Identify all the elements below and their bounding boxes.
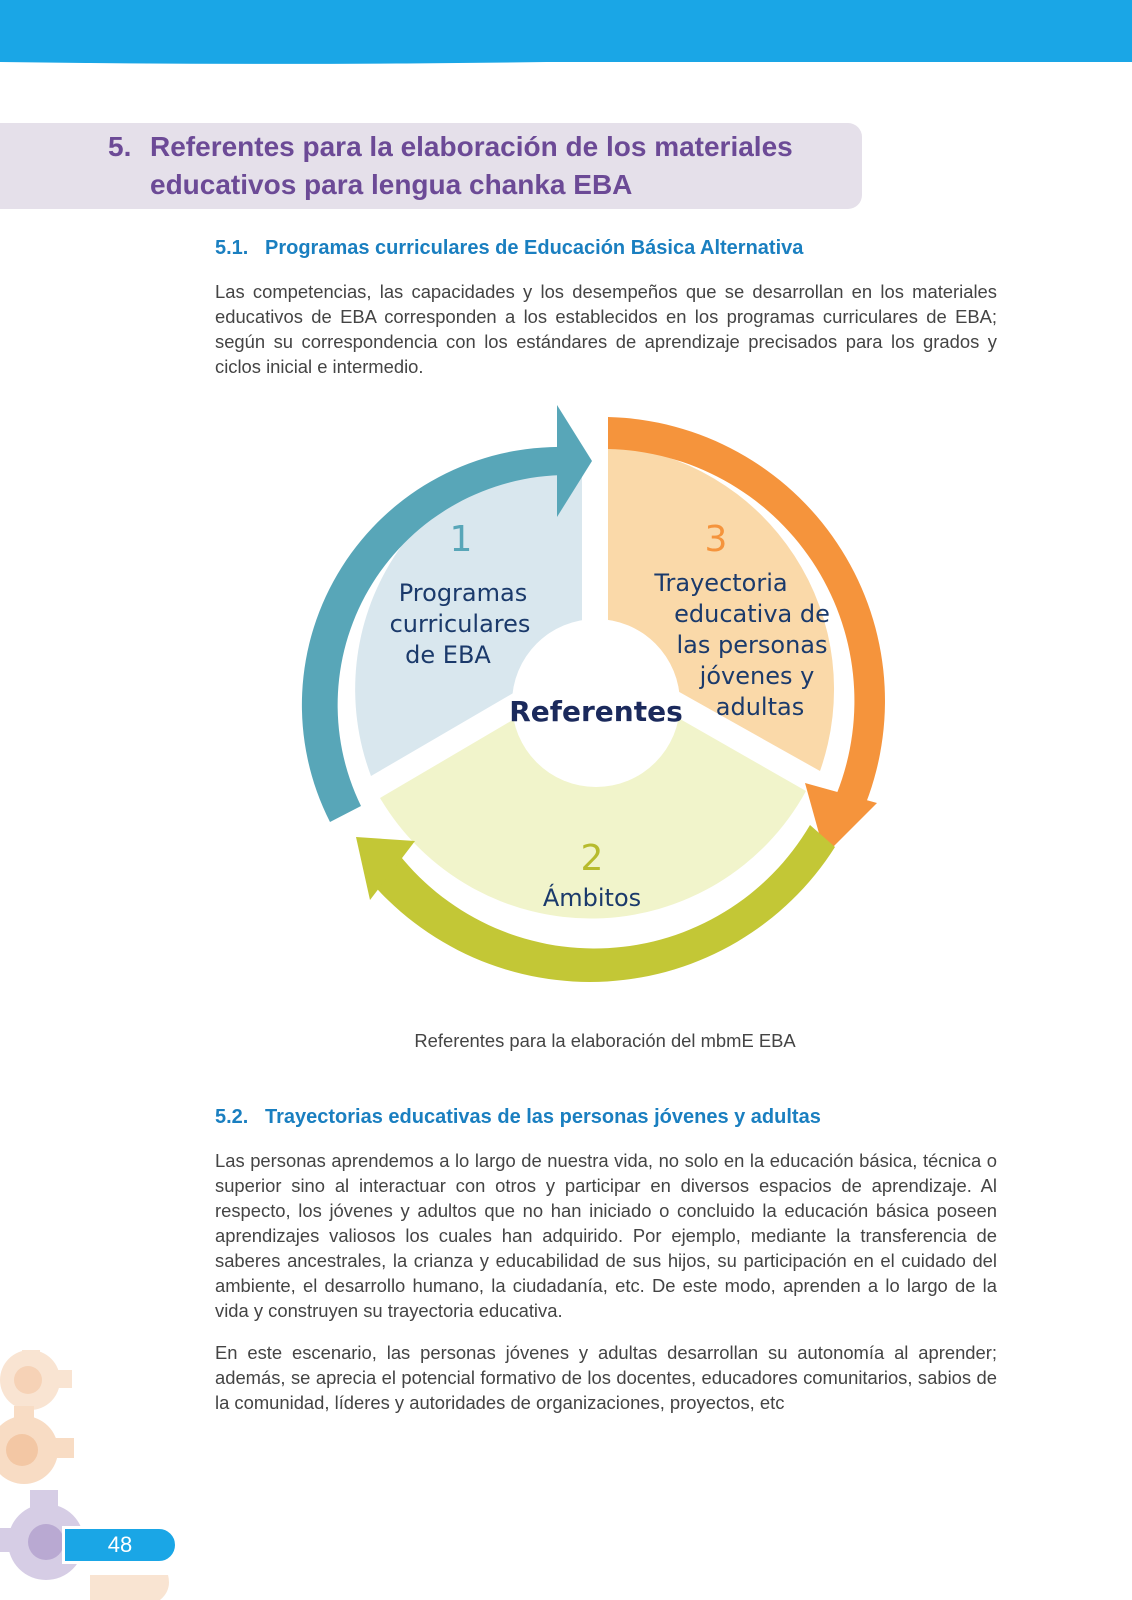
segment-3-label-line2: educativa de <box>674 600 830 628</box>
segment-3-label-line5: adultas <box>715 693 805 721</box>
section-title <box>108 128 848 204</box>
subsection-1-title <box>215 237 803 260</box>
subsection-1-title-text: Programas curriculares de Educación Básica Alternativa <box>265 237 804 259</box>
segment-2-number: 2 <box>580 838 604 879</box>
subsection-2-title <box>215 1106 821 1129</box>
segment-3-label-line3: las personas <box>676 631 828 659</box>
subsection-2-title-text: Trayectorias educativas de las personas jóvenes y adultas <box>265 1106 821 1128</box>
segment-3-label-line1: Trayectoria <box>654 569 788 597</box>
section-title-line1: Referentes para la elaboración de los materiales <box>150 131 793 162</box>
segment-1-number: 1 <box>449 519 473 560</box>
section-title-line2: educativos para lengua chanka EBA <box>150 169 633 200</box>
segment-1-label-line2: curriculares <box>389 610 531 638</box>
page-number: 48 <box>62 1526 178 1564</box>
header-band-curve <box>0 40 1132 70</box>
subsection-2-paragraph-2: En este escenario, las personas jóvenes y adultas desarrollan su autonomía al aprender; además, se aprecia el potencial formativo de los docentes, educadores comunitarios, sabios de la comunidad, líderes y autoridades de organizaciones, proyectos, etc <box>215 1342 997 1413</box>
subsection-1-number: 5.1. <box>215 237 249 259</box>
segment-2-label-line1: Ámbitos <box>542 884 642 912</box>
subsection-1-paragraph: Las competencias, las capacidades y los desempeños que se desarrollan en los materiales educativos de EBA corresponden a los establecidos en los programas curriculares de EBA; según su correspondencia con los estándares de aprendizaje precisados para los grados y ciclos inicial e intermedio. <box>215 281 997 377</box>
segment-3-number: 3 <box>704 519 728 560</box>
subsection-2-number: 5.2. <box>215 1106 249 1128</box>
segment-1-label-line1: Programas <box>398 579 528 607</box>
segment-1-label-line3: de EBA <box>405 641 491 669</box>
subsection-2-paragraph-1: Las personas aprendemos a lo largo de nuestra vida, no solo en la educación básica, técnica o superior sino al interactuar con otros y participar en diversos espacios de aprendizaje. Al respecto, los jóvenes y adultos que no han iniciado o concluido la educación básica poseen aprendizajes valiosos los cuales han adquirido. Por ejemplo, mediante la transferencia de saberes ancestrales, la crianza y educabilidad de sus hijos, su participación en el cuidado del ambiente, el desarrollo humano, la ciudadanía, etc. De este modo, aprenden a lo largo de la vida y construyen su trayectoria educativa. <box>215 1150 997 1321</box>
center-label: Referentes <box>509 695 683 728</box>
section-number: 5. <box>108 131 132 162</box>
segment-3-label-line4: jóvenes y <box>699 662 815 690</box>
diagram-caption: Referentes para la elaboración del mbmE EBA <box>414 1030 796 1051</box>
referentes-cycle-diagram <box>300 405 920 1025</box>
